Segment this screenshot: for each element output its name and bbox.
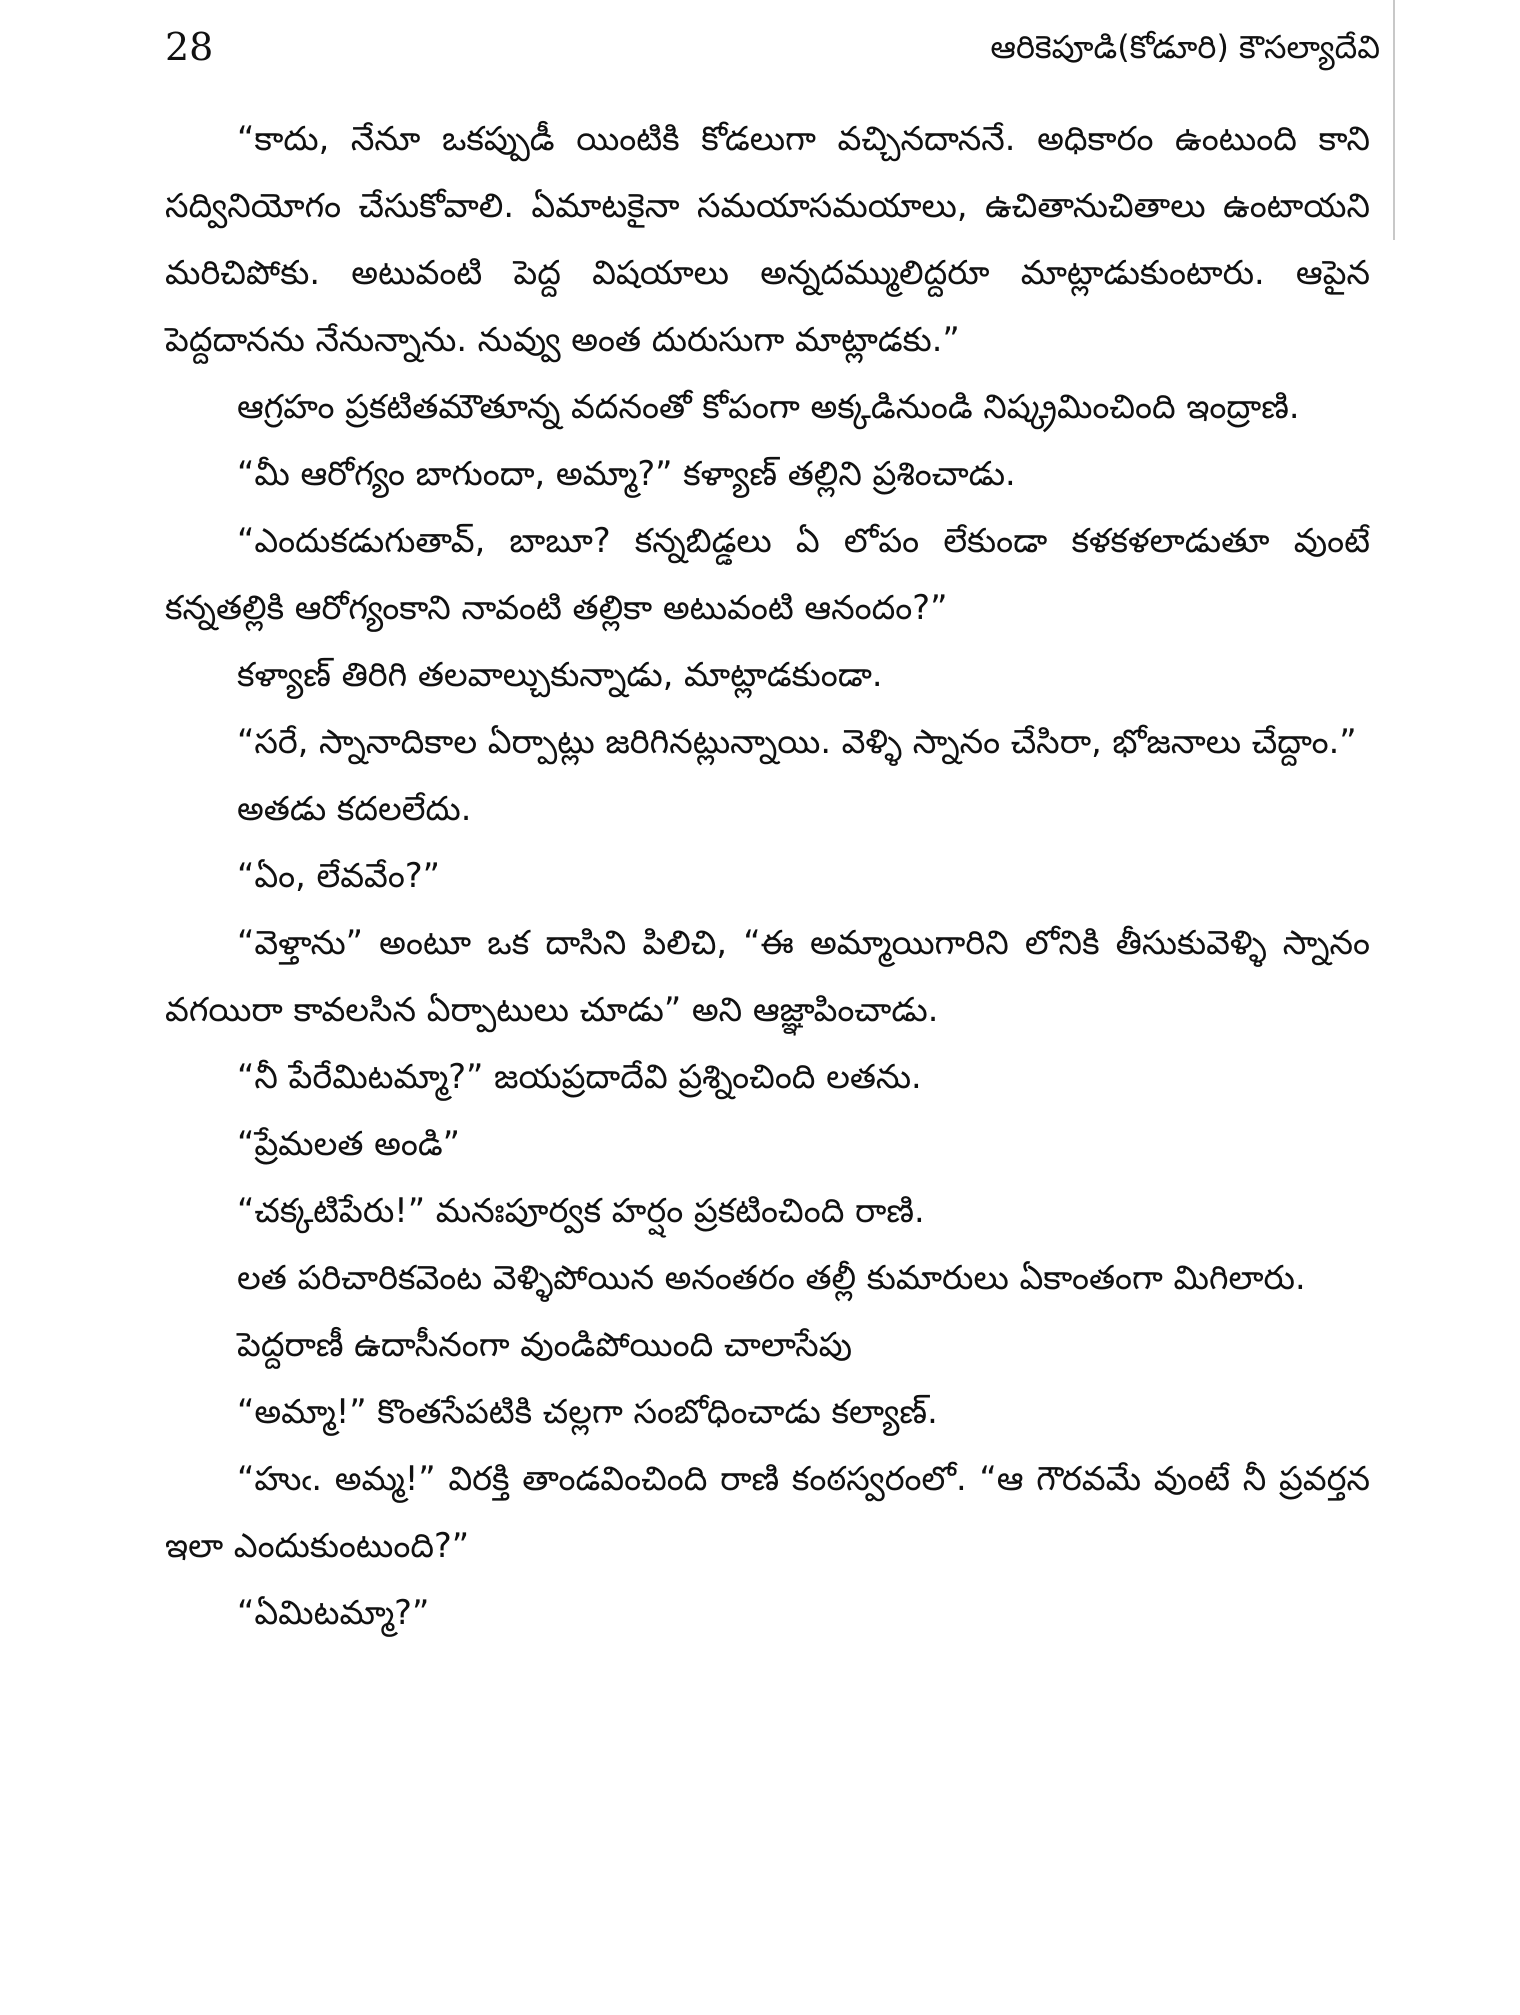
paragraph: “ప్రేమలత అండి”	[237, 1124, 461, 1163]
paragraph: “ఎందుకడుగుతావ్, బాబూ? కన్నబిడ్డలు ఏ లోపం లేకుండా కళకళలాడుతూ వుంటే కన్నతల్లికి ఆరోగ్యంకాని నావంటి తల్లికా అటువంటి ఆనందం?”	[165, 521, 1370, 627]
body-text	[165, 105, 1370, 1646]
paragraph: అతడు కదలలేదు.	[237, 789, 472, 828]
page-edge-line	[1393, 0, 1395, 240]
page-header	[165, 22, 1380, 72]
paragraph: ఆగ్రహం ప్రకటితమౌతూన్న వదనంతో కోపంగా అక్కడినుండి నిష్క్రమించింది ఇంద్రాణి.	[237, 387, 1300, 426]
paragraph: “ఏం, లేవవేం?”	[237, 856, 440, 895]
paragraph: “సరే, స్నానాదికాల ఏర్పాట్లు జరిగినట్లున్నాయి. వెళ్ళి స్నానం చేసిరా, భోజనాలు చేద్దాం.”	[237, 722, 1357, 761]
paragraph: “చక్కటిపేరు!” మనఃపూర్వక హర్షం ప్రకటించింది రాణి.	[237, 1191, 925, 1230]
paragraph: “మీ ఆరోగ్యం బాగుందా, అమ్మా?” కళ్యాణ్ తల్లిని ప్రశించాడు.	[237, 454, 1016, 493]
paragraph: “కాదు, నేనూ ఒకప్పుడీ యింటికి కోడలుగా వచ్చినదాననే. అధికారం ఉంటుంది కాని సద్వినియోగం చేసుకోవాలి. ఏమాటకైనా సమయాసమయాలు, ఉచితానుచితాలు ఉంటాయని మరిచిపోకు. అటువంటి పెద్ద విషయాలు అన్నదమ్ములిద్దరూ మాట్లాడుకుంటారు. ఆపైన పెద్దదానను నేనున్నాను. నువ్వు అంత దురుసుగా మాట్లాడకు.”	[165, 119, 1370, 359]
paragraph: “ఏమిటమ్మా?”	[237, 1593, 430, 1632]
paragraph: “వెళ్తాను” అంటూ ఒక దాసిని పిలిచి, “ఈ అమ్మాయిగారిని లోనికి తీసుకువెళ్ళి స్నానం వగయిరా కావలసిన ఏర్పాటులు చూడు” అని ఆజ్ఞాపించాడు.	[165, 923, 1370, 1029]
paragraph: “అమ్మా!” కొంతసేపటికి చల్లగా సంబోధించాడు కల్యాణ్.	[237, 1392, 938, 1431]
paragraph: “నీ పేరేమిటమ్మా?” జయప్రదాదేవి ప్రశ్నించింది లతను.	[237, 1057, 922, 1096]
paragraph: కళ్యాణ్ తిరిగి తలవాల్చుకున్నాడు, మాట్లాడకుండా.	[237, 655, 883, 694]
running-title: ఆరికెపూడి(కోడూరి) కౌసల్యాదేవి	[990, 28, 1380, 66]
paragraph: పెద్దరాణీ ఉదాసీనంగా వుండిపోయింది చాలాసేపు	[237, 1325, 853, 1364]
page-number: 28	[165, 25, 214, 69]
paragraph: “హుఁ. అమ్మ!” విరక్తి తాండవించింది రాణి కంఠస్వరంలో. “ఆ గౌరవమే వుంటే నీ ప్రవర్తన ఇలా ఎందుకుంటుంది?”	[165, 1459, 1370, 1565]
paragraph: లత పరిచారికవెంట వెళ్ళిపోయిన అనంతరం తల్లీ కుమారులు ఏకాంతంగా మిగిలారు.	[237, 1258, 1306, 1297]
